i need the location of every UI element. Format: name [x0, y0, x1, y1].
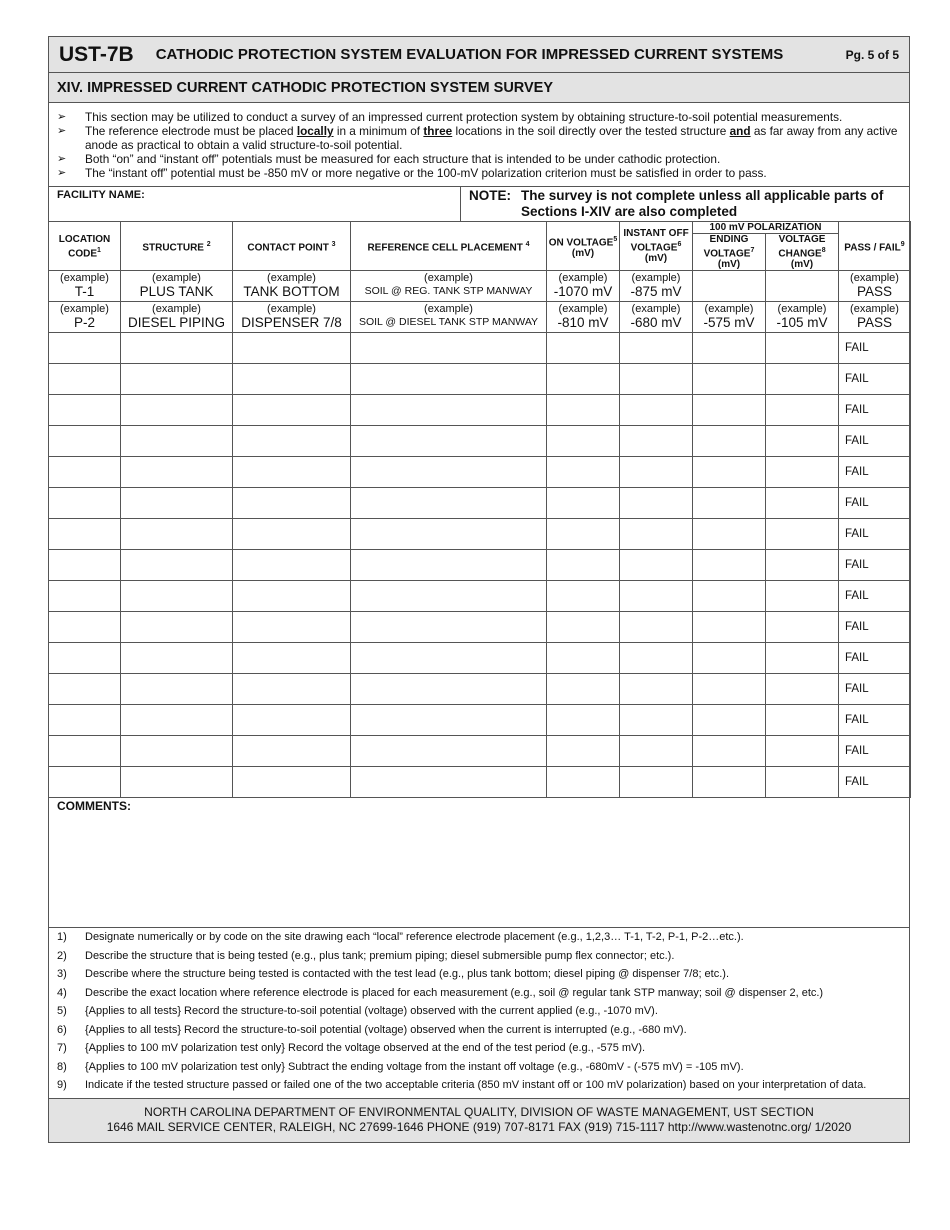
entry-row [49, 488, 911, 519]
on-voltage-cell[interactable] [547, 519, 620, 550]
on-voltage-cell[interactable] [547, 705, 620, 736]
refcell-cell[interactable] [351, 488, 547, 519]
structure-cell[interactable] [121, 488, 233, 519]
on-voltage-cell[interactable] [547, 333, 620, 364]
example-on-voltage: (example) -810 mV [547, 302, 620, 333]
location-cell[interactable] [49, 674, 121, 705]
voltage-change-cell[interactable] [766, 550, 839, 581]
instant-off-cell[interactable] [620, 767, 693, 798]
voltage-change-cell[interactable] [766, 674, 839, 705]
instant-off-cell[interactable] [620, 333, 693, 364]
refcell-cell[interactable] [351, 767, 547, 798]
example-instant-off: (example) -680 mV [620, 302, 693, 333]
instruction-item [57, 124, 899, 152]
on-voltage-cell[interactable] [547, 488, 620, 519]
instruction-item [57, 110, 899, 124]
voltage-change-cell[interactable] [766, 519, 839, 550]
ending-voltage-cell[interactable] [693, 643, 766, 674]
instructions-list [49, 103, 909, 187]
example-contact: (example) DISPENSER 7/8 [233, 302, 351, 333]
structure-cell[interactable] [121, 426, 233, 457]
location-cell[interactable] [49, 736, 121, 767]
arrow-bullet-icon: ➢ [57, 167, 67, 179]
ending-voltage-cell[interactable] [693, 705, 766, 736]
ending-voltage-cell[interactable] [693, 488, 766, 519]
col-structure: STRUCTURE $^2$ [121, 222, 233, 271]
example-row [49, 271, 911, 302]
arrow-bullet-icon: ➢ [57, 153, 67, 165]
arrow-bullet-icon: ➢ [57, 111, 67, 123]
voltage-change-cell[interactable] [766, 457, 839, 488]
pass-fail-cell[interactable]: FAIL [839, 395, 911, 426]
on-voltage-cell[interactable] [547, 643, 620, 674]
footnote: 4) Describe the exact location where reference electrode is placed for each measurement (e.g., soil @ regular tank STP manway; soil @ dispenser 2, etc.) [57, 986, 824, 999]
footnotes [49, 928, 909, 1092]
refcell-cell[interactable] [351, 705, 547, 736]
footnote: 9) Indicate if the tested structure passed or failed one of the two acceptable criteria (850 mV instant off or 100 mV polarization) based on your interpretation of data. [57, 1079, 867, 1092]
voltage-change-cell[interactable] [766, 612, 839, 643]
example-ending [693, 271, 766, 302]
voltage-change-cell[interactable] [766, 364, 839, 395]
contact-cell[interactable] [233, 767, 351, 798]
footnote: 3) Describe where the structure being tested is contacted with the test lead (e.g., plus tank bottom; diesel piping @ dispenser 7/8; etc.). [57, 968, 730, 981]
refcell-cell[interactable] [351, 674, 547, 705]
instruction-text: This section may be utilized to conduct a survey of an impressed current protection system by obtaining structure-to-soil potential measurements. [85, 110, 843, 124]
contact-cell[interactable] [233, 736, 351, 767]
entry-row [49, 426, 911, 457]
refcell-cell[interactable] [351, 519, 547, 550]
ending-voltage-cell[interactable] [693, 767, 766, 798]
instant-off-cell[interactable] [620, 643, 693, 674]
refcell-cell[interactable] [351, 643, 547, 674]
pass-fail-cell[interactable]: FAIL [839, 643, 911, 674]
col-pass-fail: PASS / FAIL$^9$ [839, 222, 911, 271]
footer-line-1: NORTH CAROLINA DEPARTMENT OF ENVIRONMENTAL QUALITY, DIVISION OF WASTE MANAGEMENT, UST SECTION [144, 1104, 814, 1119]
contact-cell[interactable] [233, 674, 351, 705]
location-cell[interactable] [49, 426, 121, 457]
pass-fail-cell[interactable]: FAIL [839, 519, 911, 550]
on-voltage-cell[interactable] [547, 395, 620, 426]
contact-cell[interactable] [233, 550, 351, 581]
location-cell[interactable] [49, 457, 121, 488]
pass-fail-cell[interactable]: FAIL [839, 550, 911, 581]
voltage-change-cell[interactable] [766, 643, 839, 674]
location-cell[interactable] [49, 364, 121, 395]
footnote: 1) Designate numerically or by code on the site drawing each “local” reference electrode placement (e.g., 1,2,3… T-1, T-2, P-1, P-2…etc.). [57, 931, 744, 944]
refcell-cell[interactable] [351, 457, 547, 488]
pass-fail-cell[interactable]: FAIL [839, 767, 911, 798]
example-structure: (example) DIESEL PIPING [121, 302, 233, 333]
page-number: Pg. 5 of 5 [845, 47, 899, 62]
instant-off-cell[interactable] [620, 581, 693, 612]
form-page [48, 36, 910, 1143]
example-location: (example) T-1 [49, 271, 121, 302]
pass-fail-cell[interactable]: FAIL [839, 705, 911, 736]
ending-voltage-cell[interactable] [693, 736, 766, 767]
structure-cell[interactable] [121, 612, 233, 643]
instruction-text: Both “on” and “instant off” potentials must be measured for each structure that is intended to be under cathodic protection. [85, 152, 721, 166]
on-voltage-cell[interactable] [547, 364, 620, 395]
refcell-cell[interactable] [351, 581, 547, 612]
location-cell[interactable] [49, 643, 121, 674]
agency-footer [49, 1098, 909, 1142]
refcell-cell[interactable] [351, 364, 547, 395]
example-on-voltage: (example) -1070 mV [547, 271, 620, 302]
entry-row [49, 643, 911, 674]
pass-fail-cell[interactable]: FAIL [839, 612, 911, 643]
col-reference-cell: REFERENCE CELL PLACEMENT $^4$ [351, 222, 547, 271]
completion-note [461, 187, 909, 221]
ending-voltage-cell[interactable] [693, 364, 766, 395]
instant-off-cell[interactable] [620, 705, 693, 736]
entry-row [49, 364, 911, 395]
survey-table [48, 221, 911, 798]
location-cell[interactable] [49, 550, 121, 581]
instant-off-cell[interactable] [620, 457, 693, 488]
example-row [49, 302, 911, 333]
contact-cell[interactable] [233, 333, 351, 364]
facility-row [49, 187, 909, 222]
instruction-text: The “instant off” potential must be -850 mV or more negative or the 100-mV polarization criterion must be satisfied in order to pass. [85, 166, 767, 180]
col-ending-voltage: ENDING VOLTAGE$^7$ (mV) [693, 234, 766, 271]
instant-off-cell[interactable] [620, 674, 693, 705]
example-result: (example) PASS [839, 271, 911, 302]
arrow-bullet-icon: ➢ [57, 125, 67, 137]
structure-cell[interactable] [121, 674, 233, 705]
structure-cell[interactable] [121, 395, 233, 426]
example-contact: (example) TANK BOTTOM [233, 271, 351, 302]
location-cell[interactable] [49, 705, 121, 736]
example-change: (example) -105 mV [766, 302, 839, 333]
note-label: NOTE: [469, 188, 511, 203]
voltage-change-cell[interactable] [766, 333, 839, 364]
entry-row [49, 705, 911, 736]
structure-cell[interactable] [121, 457, 233, 488]
refcell-cell[interactable] [351, 426, 547, 457]
structure-cell[interactable] [121, 736, 233, 767]
location-cell[interactable] [49, 767, 121, 798]
structure-cell[interactable] [121, 643, 233, 674]
structure-cell[interactable] [121, 705, 233, 736]
ending-voltage-cell[interactable] [693, 333, 766, 364]
pass-fail-cell[interactable]: FAIL [839, 333, 911, 364]
on-voltage-cell[interactable] [547, 550, 620, 581]
entry-row [49, 333, 911, 364]
col-contact-point: CONTACT POINT $^3$ [233, 222, 351, 271]
instant-off-cell[interactable] [620, 488, 693, 519]
comments-label: COMMENTS: [57, 799, 131, 814]
on-voltage-cell[interactable] [547, 581, 620, 612]
instruction-item [57, 166, 899, 180]
on-voltage-cell[interactable] [547, 767, 620, 798]
facility-name-label: FACILITY NAME: [57, 189, 145, 201]
refcell-cell[interactable] [351, 550, 547, 581]
contact-cell[interactable] [233, 705, 351, 736]
voltage-change-cell[interactable] [766, 488, 839, 519]
entry-row [49, 612, 911, 643]
pass-fail-cell[interactable]: FAIL [839, 426, 911, 457]
voltage-change-cell[interactable] [766, 426, 839, 457]
instant-off-cell[interactable] [620, 612, 693, 643]
voltage-change-cell[interactable] [766, 395, 839, 426]
ending-voltage-cell[interactable] [693, 581, 766, 612]
voltage-change-cell[interactable] [766, 767, 839, 798]
form-code: UST-7B [59, 42, 134, 66]
col-voltage-change: VOLTAGE CHANGE$^8$ (mV) [766, 234, 839, 271]
contact-cell[interactable] [233, 364, 351, 395]
location-cell[interactable] [49, 333, 121, 364]
entry-row [49, 550, 911, 581]
structure-cell[interactable] [121, 550, 233, 581]
ending-voltage-cell[interactable] [693, 612, 766, 643]
example-structure: (example) PLUS TANK [121, 271, 233, 302]
entry-row [49, 457, 911, 488]
instruction-item [57, 152, 899, 166]
refcell-cell[interactable] [351, 395, 547, 426]
voltage-change-cell[interactable] [766, 705, 839, 736]
structure-cell[interactable] [121, 581, 233, 612]
structure-cell[interactable] [121, 364, 233, 395]
location-cell[interactable] [49, 519, 121, 550]
entry-row [49, 674, 911, 705]
footnote: 5) {Applies to all tests} Record the structure-to-soil potential (voltage) observed with the current applied (e.g., -1070 mV). [57, 1005, 658, 1018]
voltage-change-cell[interactable] [766, 736, 839, 767]
instant-off-cell[interactable] [620, 550, 693, 581]
contact-cell[interactable] [233, 612, 351, 643]
ending-voltage-cell[interactable] [693, 550, 766, 581]
example-instant-off: (example) -875 mV [620, 271, 693, 302]
pass-fail-cell[interactable]: FAIL [839, 674, 911, 705]
pass-fail-cell[interactable]: FAIL [839, 488, 911, 519]
example-change [766, 271, 839, 302]
entry-row [49, 767, 911, 798]
location-cell[interactable] [49, 488, 121, 519]
footnote: 6) {Applies to all tests} Record the structure-to-soil potential (voltage) observed when the current is interrupted (e.g., -680 mV). [57, 1023, 687, 1036]
example-ending: (example) -575 mV [693, 302, 766, 333]
pass-fail-cell[interactable]: FAIL [839, 736, 911, 767]
facility-name-field[interactable] [49, 187, 461, 221]
entry-row [49, 736, 911, 767]
example-result: (example) PASS [839, 302, 911, 333]
footer-line-2: 1646 MAIL SERVICE CENTER, RALEIGH, NC 27699-1646 PHONE (919) 707-8171 FAX (919) 715-1117 http://www.wastenotnc.org/ 1/2020 [106, 1119, 852, 1134]
example-location: (example) P-2 [49, 302, 121, 333]
footnote: 2) Describe the structure that is being tested (e.g., plus tank; premium piping; diesel submersible pump flex connector; etc.). [57, 949, 675, 962]
example-refcell: (example) SOIL @ REG. TANK STP MANWAY [351, 271, 547, 302]
example-refcell: (example) SOIL @ DIESEL TANK STP MANWAY [351, 302, 547, 333]
contact-cell[interactable] [233, 643, 351, 674]
form-header [49, 37, 909, 73]
contact-cell[interactable] [233, 457, 351, 488]
comments-box[interactable] [49, 798, 909, 928]
refcell-cell[interactable] [351, 333, 547, 364]
ending-voltage-cell[interactable] [693, 395, 766, 426]
on-voltage-cell[interactable] [547, 736, 620, 767]
refcell-cell[interactable] [351, 612, 547, 643]
instruction-text: The reference electrode must be placed locally in a minimum of three locations in the soil directly over the tested structure and as far away from any active anode as practical to obtain a valid structure-to-soil potential. [85, 124, 898, 152]
contact-cell[interactable] [233, 426, 351, 457]
col-polarization-group: 100 mV POLARIZATION [693, 222, 839, 234]
instant-off-cell[interactable] [620, 519, 693, 550]
on-voltage-cell[interactable] [547, 426, 620, 457]
contact-cell[interactable] [233, 395, 351, 426]
structure-cell[interactable] [121, 767, 233, 798]
location-cell[interactable] [49, 612, 121, 643]
pass-fail-cell[interactable]: FAIL [839, 581, 911, 612]
on-voltage-cell[interactable] [547, 612, 620, 643]
ending-voltage-cell[interactable] [693, 674, 766, 705]
instant-off-cell[interactable] [620, 395, 693, 426]
contact-cell[interactable] [233, 581, 351, 612]
location-cell[interactable] [49, 581, 121, 612]
entry-row [49, 395, 911, 426]
col-instant-off: INSTANT OFF VOLTAGE$^6$ (mV) [620, 222, 693, 271]
col-location-code: LOCATION CODE$^1$ [49, 222, 121, 271]
on-voltage-cell[interactable] [547, 674, 620, 705]
ending-voltage-cell[interactable] [693, 457, 766, 488]
structure-cell[interactable] [121, 519, 233, 550]
instant-off-cell[interactable] [620, 736, 693, 767]
contact-cell[interactable] [233, 488, 351, 519]
footnote: 7) {Applies to 100 mV polarization test only} Record the voltage observed at the end of the test period (e.g., -575 mV). [57, 1042, 646, 1055]
voltage-change-cell[interactable] [766, 581, 839, 612]
on-voltage-cell[interactable] [547, 457, 620, 488]
form-title: CATHODIC PROTECTION SYSTEM EVALUATION FOR IMPRESSED CURRENT SYSTEMS [155, 46, 784, 63]
instant-off-cell[interactable] [620, 426, 693, 457]
pass-fail-cell[interactable]: FAIL [839, 457, 911, 488]
instant-off-cell[interactable] [620, 364, 693, 395]
location-cell[interactable] [49, 395, 121, 426]
note-text: The survey is not complete unless all applicable parts of Sections I-XIV are also completed [521, 188, 884, 219]
footnote: 8) {Applies to 100 mV polarization test only} Subtract the ending voltage from the instant off voltage (e.g., -680mV - (-575 mV) = -105 mV). [57, 1060, 744, 1073]
col-on-voltage: ON VOLTAGE$^5$ (mV) [547, 222, 620, 271]
entry-row [49, 581, 911, 612]
refcell-cell[interactable] [351, 736, 547, 767]
pass-fail-cell[interactable]: FAIL [839, 364, 911, 395]
structure-cell[interactable] [121, 333, 233, 364]
ending-voltage-cell[interactable] [693, 519, 766, 550]
section-title: XIV. IMPRESSED CURRENT CATHODIC PROTECTION SYSTEM SURVEY [49, 73, 909, 103]
entry-row [49, 519, 911, 550]
contact-cell[interactable] [233, 519, 351, 550]
ending-voltage-cell[interactable] [693, 426, 766, 457]
